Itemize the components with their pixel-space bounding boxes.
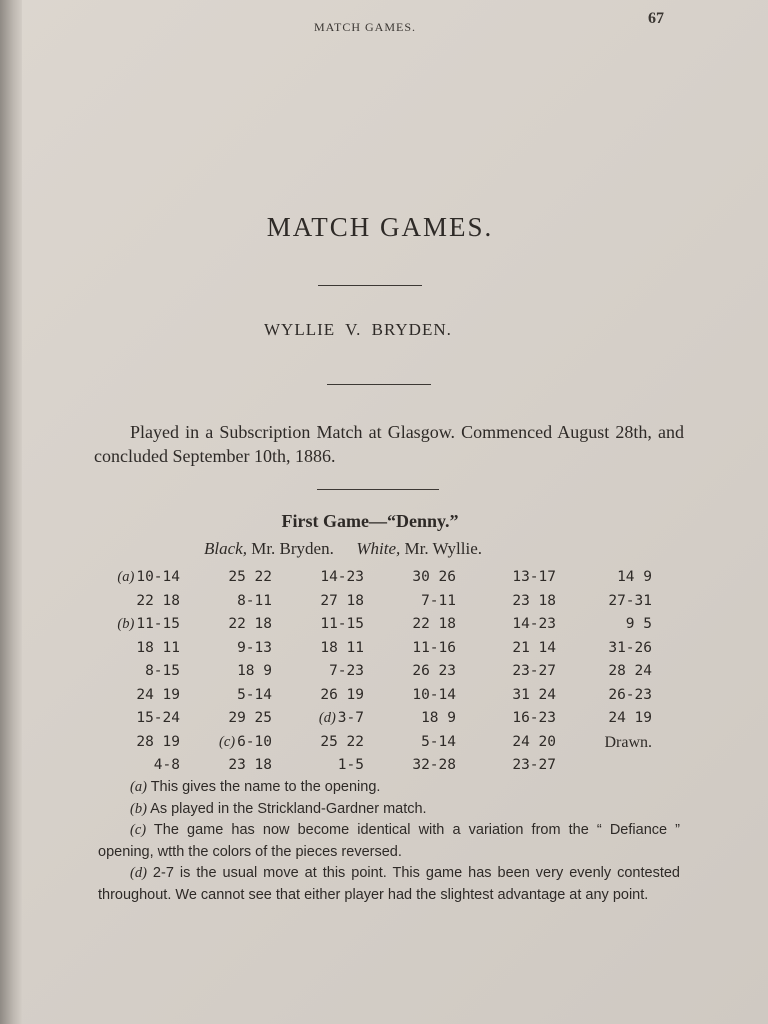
move-text: 7-11 bbox=[421, 592, 456, 609]
move-text: 32-28 bbox=[412, 757, 456, 773]
move-text: 21 14 bbox=[512, 639, 556, 656]
move-text: 4-8 bbox=[153, 757, 180, 773]
move-text: 22 18 bbox=[228, 616, 272, 632]
move-text: 18 9 bbox=[421, 710, 456, 726]
move-entry bbox=[580, 637, 652, 661]
move-entry bbox=[192, 684, 272, 708]
move-text: 13-17 bbox=[512, 569, 556, 585]
move-text: 14-23 bbox=[320, 569, 364, 585]
footnote-key: (a) bbox=[130, 779, 147, 795]
move-column bbox=[486, 566, 556, 778]
match-subtitle: WYLLIE V. BRYDEN. bbox=[264, 320, 452, 339]
move-text: 6-10 bbox=[237, 733, 272, 750]
move-entry bbox=[386, 707, 456, 731]
move-text: 10-14 bbox=[412, 686, 456, 703]
footnote-text: As played in the Strickland-Gardner match. bbox=[146, 800, 427, 817]
move-entry bbox=[96, 566, 180, 590]
move-entry bbox=[386, 731, 456, 755]
footnote-key: (c) bbox=[130, 822, 147, 838]
move-text: 5-14 bbox=[421, 733, 456, 750]
move-entry bbox=[580, 566, 652, 590]
footnote-key: (b) bbox=[130, 800, 147, 817]
move-text: 11-15 bbox=[320, 616, 364, 632]
move-text: 28 19 bbox=[136, 733, 180, 750]
move-entry bbox=[276, 590, 364, 614]
move-text: 25 22 bbox=[320, 733, 364, 750]
running-head: MATCH GAMES. bbox=[314, 20, 417, 34]
move-column bbox=[96, 566, 180, 778]
move-text: 10-14 bbox=[136, 569, 180, 585]
move-entry bbox=[276, 731, 364, 755]
move-entry bbox=[96, 731, 180, 755]
move-column bbox=[276, 566, 364, 778]
move-text: 26-23 bbox=[608, 686, 652, 703]
footnote-text: This gives the name to the opening. bbox=[146, 779, 381, 795]
move-text: 23-27 bbox=[512, 757, 556, 773]
move-text: 9-13 bbox=[237, 639, 272, 656]
divider-rule bbox=[317, 489, 439, 490]
move-entry bbox=[486, 731, 556, 755]
move-text: 7-23 bbox=[329, 663, 364, 679]
black-role: Black, bbox=[204, 539, 247, 558]
move-entry bbox=[486, 566, 556, 590]
footnote-text: 2-7 is the usual move at this point. This game has been very evenly contested throughout. We cannot see that either player had the slightest advantage at any point. bbox=[98, 865, 680, 903]
move-entry bbox=[386, 637, 456, 661]
move-text: 31 24 bbox=[512, 686, 556, 703]
move-text: 14-23 bbox=[512, 616, 556, 632]
move-text: 29 25 bbox=[228, 710, 272, 726]
move-text: 24 19 bbox=[136, 686, 180, 703]
move-text: 18 9 bbox=[237, 663, 272, 679]
move-text: 11-15 bbox=[136, 616, 180, 632]
footnote-key: (d) bbox=[130, 865, 147, 881]
move-text: 14 9 bbox=[617, 569, 652, 585]
black-player: Mr. Bryden. bbox=[251, 539, 334, 558]
moves-table bbox=[96, 566, 696, 806]
move-text: 9 5 bbox=[625, 616, 652, 632]
move-text: 27 18 bbox=[320, 592, 364, 609]
move-entry bbox=[580, 590, 652, 614]
white-player: Mr. Wyllie. bbox=[404, 539, 483, 558]
move-entry bbox=[192, 707, 272, 731]
move-entry bbox=[580, 660, 652, 684]
move-entry bbox=[96, 637, 180, 661]
move-entry bbox=[96, 754, 180, 778]
footnote bbox=[98, 799, 680, 821]
footnote bbox=[98, 820, 680, 863]
page-number: 67 bbox=[648, 10, 664, 27]
move-entry bbox=[276, 613, 364, 637]
move-text: 1-5 bbox=[337, 757, 364, 773]
move-text: 8-11 bbox=[237, 592, 272, 609]
move-column bbox=[580, 566, 652, 754]
move-text: 23 18 bbox=[512, 592, 556, 609]
move-entry bbox=[580, 731, 652, 755]
move-text: 11-16 bbox=[412, 639, 456, 656]
move-text: 23 18 bbox=[228, 757, 272, 773]
move-entry bbox=[96, 684, 180, 708]
footnote bbox=[98, 777, 680, 799]
game-title: First Game—“Denny.” bbox=[281, 511, 459, 531]
move-text: 23-27 bbox=[512, 663, 556, 679]
move-text: 18 11 bbox=[136, 639, 180, 656]
intro-paragraph: Played in a Subscription Match at Glasgow. Commenced August 28th, and concluded September 10th, 1886. bbox=[94, 422, 684, 466]
move-text: 30 26 bbox=[412, 569, 456, 585]
footnotes bbox=[98, 777, 680, 906]
move-column bbox=[192, 566, 272, 778]
move-text: 26 23 bbox=[412, 663, 456, 679]
move-entry bbox=[486, 707, 556, 731]
move-entry bbox=[276, 684, 364, 708]
move-note-ref: (d) bbox=[318, 710, 336, 726]
move-entry bbox=[386, 613, 456, 637]
move-entry bbox=[192, 590, 272, 614]
footnote-text: The game has now become identical with a variation from the “ Defiance ” opening, wtth the colors of the pieces reversed. bbox=[98, 822, 680, 860]
white-role: White, bbox=[356, 539, 401, 558]
page-title: MATCH GAMES. bbox=[266, 212, 494, 242]
move-text: 8-15 bbox=[145, 663, 180, 679]
move-entry bbox=[192, 731, 272, 755]
move-text: 18 11 bbox=[320, 639, 364, 656]
footnote bbox=[98, 863, 680, 906]
move-entry bbox=[96, 590, 180, 614]
move-text: 5-14 bbox=[237, 686, 272, 703]
move-entry bbox=[96, 613, 180, 637]
move-text: Drawn. bbox=[604, 733, 652, 751]
move-entry bbox=[96, 660, 180, 684]
move-text: 24 19 bbox=[608, 710, 652, 726]
move-entry bbox=[386, 566, 456, 590]
move-text: 24 20 bbox=[512, 733, 556, 750]
move-entry bbox=[276, 754, 364, 778]
move-note-ref: (a) bbox=[117, 569, 135, 585]
move-note-ref: (c) bbox=[218, 733, 236, 750]
move-entry bbox=[580, 707, 652, 731]
move-text: 15-24 bbox=[136, 710, 180, 726]
move-entry bbox=[192, 613, 272, 637]
move-entry bbox=[192, 754, 272, 778]
move-entry bbox=[276, 566, 364, 590]
move-entry bbox=[386, 684, 456, 708]
move-text: 31-26 bbox=[608, 639, 652, 656]
move-entry bbox=[192, 637, 272, 661]
move-entry bbox=[486, 660, 556, 684]
move-entry bbox=[192, 660, 272, 684]
move-column bbox=[386, 566, 456, 778]
move-entry bbox=[486, 613, 556, 637]
move-text: 22 18 bbox=[412, 616, 456, 632]
move-entry bbox=[276, 707, 364, 731]
move-entry bbox=[386, 754, 456, 778]
move-text: 3-7 bbox=[337, 710, 364, 726]
move-entry bbox=[96, 707, 180, 731]
move-entry bbox=[486, 754, 556, 778]
move-text: 22 18 bbox=[136, 592, 180, 609]
move-entry bbox=[486, 637, 556, 661]
move-entry bbox=[386, 590, 456, 614]
move-entry bbox=[192, 566, 272, 590]
players-line bbox=[204, 539, 482, 559]
move-text: 28 24 bbox=[608, 663, 652, 679]
move-text: 27-31 bbox=[608, 592, 652, 609]
move-entry bbox=[486, 590, 556, 614]
move-text: 25 22 bbox=[228, 569, 272, 585]
move-entry bbox=[486, 684, 556, 708]
divider-rule bbox=[318, 285, 422, 286]
move-entry bbox=[580, 684, 652, 708]
move-note-ref: (b) bbox=[117, 616, 135, 632]
move-text: 26 19 bbox=[320, 686, 364, 703]
move-entry bbox=[580, 613, 652, 637]
move-entry bbox=[276, 637, 364, 661]
move-entry bbox=[276, 660, 364, 684]
move-entry bbox=[386, 660, 456, 684]
divider-rule bbox=[327, 384, 431, 385]
move-text: 16-23 bbox=[512, 710, 556, 726]
